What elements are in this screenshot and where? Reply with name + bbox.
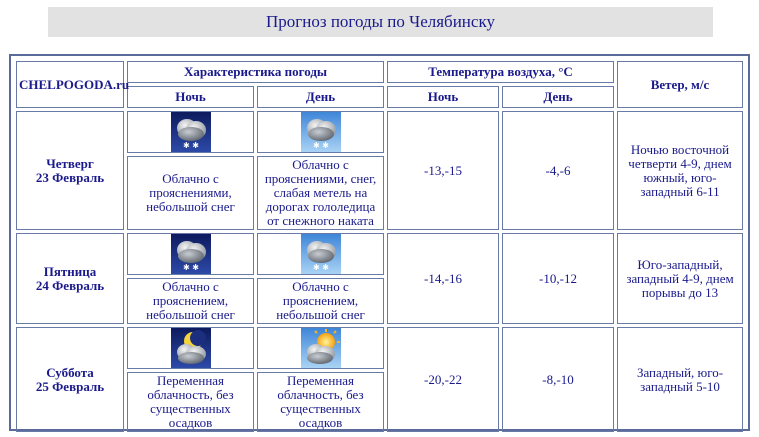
page-title-text: Прогноз погоды по Челябинску [266, 12, 495, 31]
night-icon-cell [127, 233, 254, 275]
forecast-frame [9, 54, 750, 431]
night-icon-cell [127, 111, 254, 153]
wind-desc: Ночью восточной четверти 4-9, днем южный, юго-западный 6-11 [617, 111, 743, 230]
header-wind: Ветер, м/с [617, 61, 743, 108]
sun-cloud-icon [301, 328, 341, 368]
day-label [16, 233, 124, 324]
temp-night: -14,-16 [387, 233, 499, 324]
night-desc: Облачно с прояснением, небольшой снег [127, 278, 254, 324]
svg-text:✱ ✱: ✱ ✱ [182, 141, 199, 150]
day-desc: Переменная облачность, без существенных осадков [257, 372, 384, 432]
day-label [16, 111, 124, 230]
svg-text:✱ ✱: ✱ ✱ [312, 263, 329, 272]
night-desc: Переменная облачность, без существенных осадков [127, 372, 254, 432]
day-desc: Облачно с прояснениями, снег, слабая метель на дорогах гололедица от снежного наката [257, 156, 384, 230]
header-temp-night: Ночь [387, 86, 499, 108]
temp-night: -13,-15 [387, 111, 499, 230]
header-temp-day: День [502, 86, 614, 108]
temp-day: -10,-12 [502, 233, 614, 324]
day-icon-cell [257, 111, 384, 153]
weekday: Пятница [43, 263, 97, 279]
day-desc: Облачно с прояснением, небольшой снег [257, 278, 384, 324]
svg-text:✱ ✱: ✱ ✱ [312, 141, 329, 150]
wind-desc: Западный, юго-западный 5-10 [617, 327, 743, 432]
weekday: Суббота [46, 364, 94, 380]
weekday: Четверг [46, 155, 94, 171]
day-label [16, 327, 124, 432]
cloud-snow-icon [301, 112, 341, 152]
svg-text:✱ ✱: ✱ ✱ [182, 263, 199, 272]
temp-day: -4,-6 [502, 111, 614, 230]
night-desc: Облачно с прояснениями, небольшой снег [127, 156, 254, 230]
moon-cloud-icon [171, 328, 211, 368]
forecast-table [13, 58, 746, 435]
cloud-snow-icon [171, 234, 211, 274]
date: 25 Февраль [35, 378, 105, 394]
day-icon-cell [257, 327, 384, 369]
temp-night: -20,-22 [387, 327, 499, 432]
header-night: Ночь [127, 86, 254, 108]
wind-desc: Юго-западный, западный 4-9, днем порывы до 13 [617, 233, 743, 324]
page-title [48, 7, 713, 37]
night-icon-cell [127, 327, 254, 369]
header-characteristics: Характеристика погоды [127, 61, 384, 83]
cloud-snow-icon [301, 234, 341, 274]
date: 23 Февраль [35, 169, 105, 185]
day-icon-cell [257, 233, 384, 275]
date: 24 Февраль [35, 277, 105, 293]
temp-day: -8,-10 [502, 327, 614, 432]
brand-cell [16, 61, 130, 108]
brand-label: CHELPOGODA.ru [19, 76, 130, 92]
header-day: День [257, 86, 384, 108]
header-temperature: Температура воздуха, °С [387, 61, 614, 83]
cloud-snow-icon [171, 112, 211, 152]
